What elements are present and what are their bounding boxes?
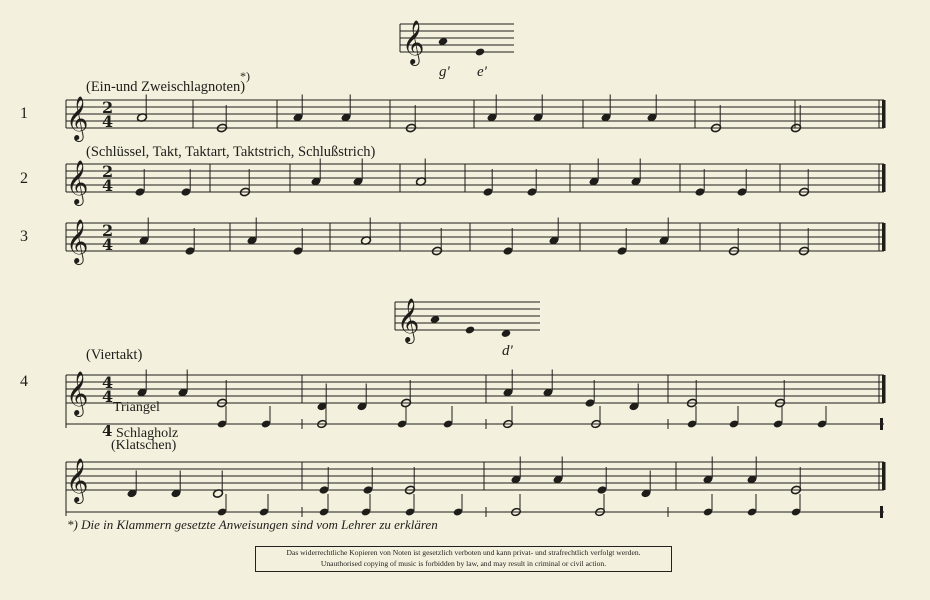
percussion-quarter xyxy=(747,494,757,517)
quarter-note xyxy=(353,159,364,187)
half-note xyxy=(799,169,810,197)
half-note xyxy=(406,105,417,133)
percussion-quarter xyxy=(773,406,783,429)
percussion-quarter xyxy=(817,406,827,429)
instruction-row-2: (Schlüssel, Takt, Taktart, Taktstrich, Schlußstrich) xyxy=(86,144,376,160)
percussion-half xyxy=(503,406,513,429)
quarter-note xyxy=(659,218,670,246)
quarter-note xyxy=(527,169,538,197)
quarter-note xyxy=(503,228,514,256)
instruction-row-1: (Ein-und Zweischlagnoten) xyxy=(86,79,246,95)
quarter-note xyxy=(703,457,714,485)
half-note xyxy=(791,105,802,133)
quarter-note xyxy=(127,471,138,499)
half-note xyxy=(711,105,722,133)
reference-note xyxy=(475,47,485,56)
percussion-quarter xyxy=(397,406,407,429)
quarter-note xyxy=(293,95,304,123)
half-note xyxy=(240,169,251,197)
percussion-quarter xyxy=(405,494,415,517)
percussion-time-signature: 4 xyxy=(102,422,113,440)
footnote: *) Die in Klammern gesetzte Anweisungen sind vom Lehrer zu erklären xyxy=(67,517,438,532)
percussion-quarter xyxy=(217,406,227,429)
treble-clef: 𝄞 xyxy=(66,219,89,263)
time-signature-top: 2 xyxy=(102,162,114,181)
percussion-final-bar xyxy=(880,506,883,518)
quarter-note xyxy=(641,471,652,499)
quarter-note xyxy=(533,95,544,123)
treble-clef: 𝄞 xyxy=(66,371,89,415)
quarter-note xyxy=(247,218,258,246)
quarter-note xyxy=(589,159,600,187)
half-note xyxy=(217,105,228,133)
note-name-g: g' xyxy=(439,64,450,80)
quarter-note xyxy=(171,471,182,499)
half-note xyxy=(687,380,698,408)
time-signature-top: 2 xyxy=(102,98,114,117)
percussion-quarter xyxy=(319,494,329,517)
half-note xyxy=(405,467,416,495)
quarter-note xyxy=(137,370,148,398)
half-note xyxy=(791,467,802,495)
percussion-quarter xyxy=(361,494,371,517)
percussion-final-bar xyxy=(880,418,883,430)
quarter-note xyxy=(487,95,498,123)
time-signature-bottom: 4 xyxy=(102,387,114,406)
quarter-note xyxy=(585,380,596,408)
copyright-line-de: Das widerrechtliche Kopieren von Noten ist gesetzlich verboten und kann privat- und strafrechtlich verfolgt werden. xyxy=(286,548,641,557)
row-number-1: 1 xyxy=(20,105,28,122)
percussion-half xyxy=(511,494,521,517)
quarter-note xyxy=(597,467,608,495)
time-signature-bottom: 4 xyxy=(102,176,114,195)
treble-clef: 𝄞 xyxy=(402,20,425,64)
instruction-row-4: (Viertakt) xyxy=(86,347,143,363)
final-barline-thick xyxy=(882,462,886,490)
quarter-note xyxy=(293,228,304,256)
footnote-mark: *) xyxy=(240,69,250,83)
quarter-note xyxy=(543,370,554,398)
quarter-note xyxy=(363,467,374,495)
percussion-quarter xyxy=(729,406,739,429)
quarter-note xyxy=(311,159,322,187)
percussion-quarter xyxy=(261,406,271,429)
half-note xyxy=(432,228,443,256)
quarter-note xyxy=(631,159,642,187)
quarter-note xyxy=(178,370,189,398)
half-note xyxy=(361,218,372,246)
percussion-quarter xyxy=(453,494,463,517)
row-number-3: 3 xyxy=(20,228,28,245)
quarter-note xyxy=(695,169,706,197)
row-number-2: 2 xyxy=(20,170,28,187)
percussion-quarter xyxy=(791,494,801,517)
final-barline-thick xyxy=(882,164,886,192)
treble-clef: 𝄞 xyxy=(66,160,89,204)
quarter-note xyxy=(185,228,196,256)
quarter-note xyxy=(483,169,494,197)
half-note xyxy=(416,159,427,187)
quarter-note xyxy=(737,169,748,197)
time-signature-top: 2 xyxy=(102,221,114,240)
instrument-klatschen: (Klatschen) xyxy=(111,438,177,453)
percussion-quarter xyxy=(443,406,453,429)
reference-note xyxy=(465,325,475,334)
quarter-note xyxy=(135,169,146,197)
quarter-note xyxy=(747,457,758,485)
quarter-note xyxy=(357,384,368,412)
quarter-note xyxy=(617,228,628,256)
half-note xyxy=(775,380,786,408)
time-signature-bottom: 4 xyxy=(102,235,114,254)
treble-clef: 𝄞 xyxy=(397,298,420,342)
half-note xyxy=(217,380,228,408)
time-signature-top: 4 xyxy=(102,373,114,392)
row-number-4: 4 xyxy=(20,373,28,390)
quarter-note xyxy=(629,384,640,412)
quarter-note xyxy=(549,218,560,246)
quarter-note xyxy=(647,95,658,123)
half-note xyxy=(401,380,412,408)
quarter-note xyxy=(511,457,522,485)
percussion-quarter xyxy=(703,494,713,517)
percussion-quarter xyxy=(259,494,269,517)
time-signature-bottom: 4 xyxy=(102,112,114,131)
percussion-half xyxy=(591,406,601,429)
percussion-quarter xyxy=(687,406,697,429)
half-note xyxy=(799,228,810,256)
note-name-e: e' xyxy=(477,64,487,80)
treble-clef: 𝄞 xyxy=(66,96,89,140)
final-barline-thick xyxy=(882,375,886,403)
half-note xyxy=(213,471,224,499)
quarter-note xyxy=(553,457,564,485)
copyright-line-en: Unauthorised copying of music is forbidden by law, and may result in criminal or civil action. xyxy=(320,558,607,568)
percussion-half xyxy=(595,494,605,517)
quarter-note xyxy=(181,169,192,197)
final-barline-thick xyxy=(882,100,886,128)
quarter-note xyxy=(139,218,150,246)
half-note xyxy=(137,95,148,123)
quarter-note xyxy=(319,467,330,495)
quarter-note xyxy=(503,370,514,398)
copyright-notice xyxy=(255,546,672,572)
final-barline-thick xyxy=(882,223,886,251)
instrument-triangel: Triangel xyxy=(113,400,160,415)
quarter-note xyxy=(341,95,352,123)
half-note xyxy=(729,228,740,256)
note-name-d: d' xyxy=(502,343,513,359)
quarter-note xyxy=(601,95,612,123)
instrument-schlagholz: Schlagholz xyxy=(116,426,179,441)
treble-clef: 𝄞 xyxy=(66,458,89,502)
